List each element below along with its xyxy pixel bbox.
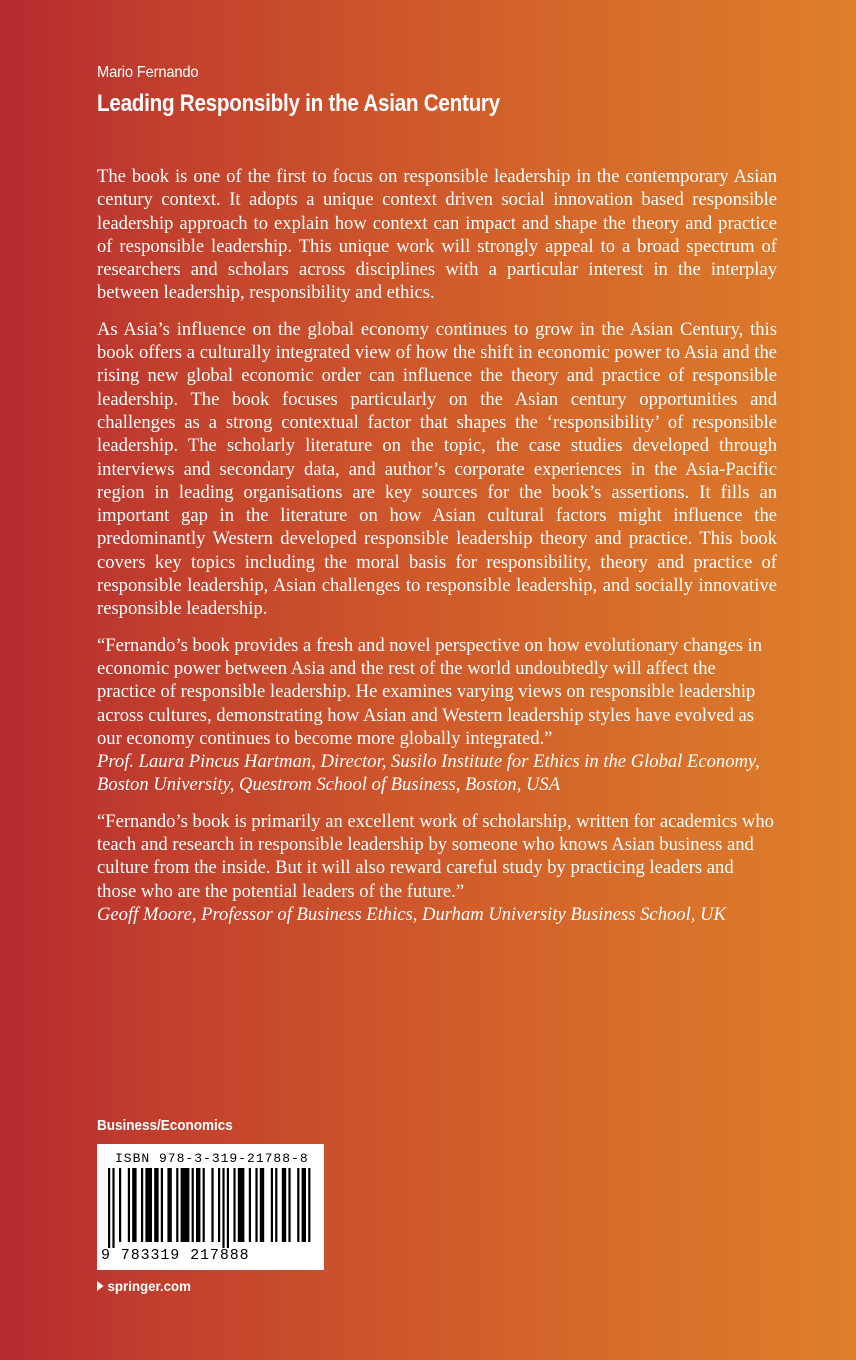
barcode-bar bbox=[181, 1168, 190, 1242]
barcode-bar bbox=[176, 1168, 178, 1242]
barcode-bar bbox=[271, 1168, 273, 1242]
book-title: Leading Responsibly in the Asian Century bbox=[97, 90, 500, 117]
website-label: springer.com bbox=[107, 1278, 191, 1294]
barcode-bar bbox=[161, 1168, 163, 1242]
barcode-bar bbox=[154, 1168, 158, 1242]
barcode-bar bbox=[238, 1168, 245, 1242]
endorsement-1 bbox=[97, 634, 777, 797]
barcode-bar bbox=[282, 1168, 286, 1242]
endorsement-attribution: Prof. Laura Pincus Hartman, Director, Susilo Institute for Ethics in the Global Economy, Boston University, Questrom School of Business, Boston, USA bbox=[97, 751, 760, 796]
barcode-bar bbox=[227, 1168, 229, 1248]
arrow-right-icon bbox=[97, 1281, 104, 1291]
barcode-bars bbox=[108, 1168, 312, 1248]
isbn-barcode bbox=[97, 1144, 324, 1270]
barcode-bar bbox=[308, 1168, 310, 1242]
description-paragraph-1: The book is one of the first to focus on responsible leadership in the contemporary Asian century context. It adopts a unique context driven social innovation based responsible leadership approach to explain how context can impact and shape the theory and practice of responsible leadership. This unique work will strongly appeal to a broad spectrum of researchers and scholars across disciplines with a particular interest in the interplay between leadership, responsibility and ethics. bbox=[97, 166, 777, 304]
description-paragraph-2: As Asia’s influence on the global economy continues to grow in the Asian Century, this book offers a culturally integrated view of how the shift in economic power to Asia and the rising new global economic order can influence the theory and practice of responsible leadership. The book focuses particularly on the Asian century opportunities and challenges as a strong contextual factor that shapes the ‘responsibility’ of responsible leadership. The scholarly literature on the topic, the case studies developed through interviews and secondary data, and author’s corporate experiences in the Asia-Pacific region in leading organisations are key sources for the book’s assertions. It fills an important gap in the literature on how Asian cultural factors might influence the predominantly Western developed responsible leadership theory and practice. This book covers key topics including the moral basis for responsibility, theory and practice of responsible leadership, Asian challenges to responsible leadership, and socially innovative responsible leadership. bbox=[97, 318, 777, 620]
barcode-bar bbox=[145, 1168, 152, 1242]
endorsement-quote: “Fernando’s book is primarily an excellent work of scholarship, written for academics who teach and research in responsible leadership by someone who knows Asian business and culture from the inside. But it will also reward careful study by practicing leaders and those who are the potential leaders of the future.” bbox=[97, 810, 774, 902]
barcode-bar bbox=[192, 1168, 194, 1242]
back-cover-text bbox=[97, 165, 777, 939]
barcode-bar bbox=[222, 1168, 224, 1248]
barcode-bar bbox=[119, 1168, 121, 1242]
barcode-bar bbox=[112, 1168, 114, 1248]
barcode-bar bbox=[108, 1168, 110, 1248]
barcode-bar bbox=[249, 1168, 251, 1242]
barcode-bar bbox=[297, 1168, 299, 1242]
barcode-bar bbox=[288, 1168, 290, 1242]
barcode-bar bbox=[132, 1168, 136, 1242]
barcode-bar bbox=[260, 1168, 264, 1242]
endorsement-2 bbox=[97, 810, 777, 926]
barcode-bar bbox=[255, 1168, 257, 1242]
subject-category: Business/Economics bbox=[97, 1117, 233, 1134]
isbn-label: ISBN 978-3-319-21788-8 bbox=[115, 1151, 309, 1166]
endorsement-attribution: Geoff Moore, Professor of Business Ethics, Durham University Business School, UK bbox=[97, 903, 726, 925]
publisher-website-link[interactable] bbox=[97, 1278, 191, 1294]
barcode-bar bbox=[302, 1168, 306, 1242]
barcode-bar bbox=[196, 1168, 200, 1242]
barcode-bar bbox=[275, 1168, 277, 1242]
barcode-bar bbox=[203, 1168, 205, 1242]
barcode-bar bbox=[128, 1168, 130, 1242]
barcode-digits: 9 783319 217888 bbox=[101, 1247, 250, 1264]
endorsement-quote: “Fernando’s book provides a fresh and novel perspective on how evolutionary changes in economic power between Asia and the rest of the world undoubtedly will affect the practice of responsible leadership. He examines varying views on responsible leadership across cultures, demonstrating how Asian and Western leadership styles have evolved as our economy continues to become more globally integrated.” bbox=[97, 634, 763, 749]
barcode-bar bbox=[141, 1168, 143, 1242]
barcode-bar bbox=[211, 1168, 213, 1242]
author-name: Mario Fernando bbox=[97, 64, 199, 81]
barcode-bar bbox=[233, 1168, 235, 1242]
barcode-bar bbox=[167, 1168, 171, 1242]
barcode-bar bbox=[218, 1168, 220, 1242]
